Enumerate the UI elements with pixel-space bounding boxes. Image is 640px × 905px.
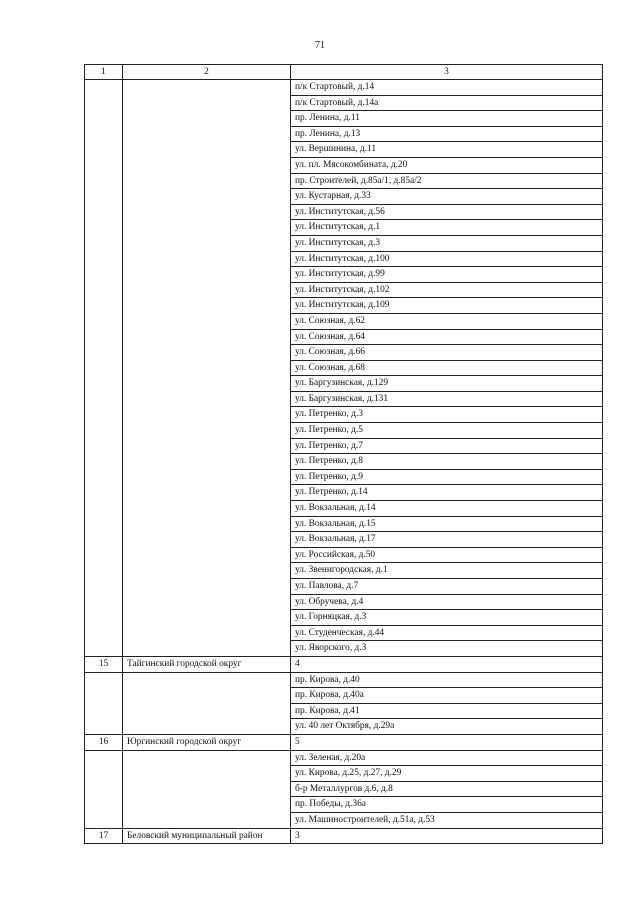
address-cell: пр. Кирова, д.41 — [291, 703, 603, 719]
address-cell: п/к Стартовый, д.14а — [291, 95, 603, 111]
address-cell: ул. Зеленая, д.20а — [291, 750, 603, 766]
row-number-cell: 16 — [85, 734, 123, 750]
row-number-cell — [85, 80, 123, 657]
address-cell: п/к Стартовый, д.14 — [291, 80, 603, 96]
address-cell: ул. Кирова, д.25, д.27, д.29 — [291, 766, 603, 782]
header-row — [85, 65, 603, 80]
address-table — [84, 64, 603, 844]
address-cell: ул. Кустарная, д.33 — [291, 189, 603, 205]
address-cell: ул. Петренко, д.3 — [291, 407, 603, 423]
row-number-cell: 17 — [85, 828, 123, 844]
address-cell: ул. Яворского, д.3 — [291, 641, 603, 657]
address-cell: ул. Вершинина, д.11 — [291, 142, 603, 158]
municipality-name-cell: Тайгинский городской округ — [123, 656, 291, 672]
row-number-cell: 15 — [85, 656, 123, 672]
address-cell: ул. Союзная, д.64 — [291, 329, 603, 345]
address-cell: ул. Институтская, д.99 — [291, 267, 603, 283]
address-cell: ул. Обручева, д.4 — [291, 594, 603, 610]
address-cell: ул. Институтская, д.56 — [291, 204, 603, 220]
table-row — [85, 750, 603, 766]
row-number-cell — [85, 750, 123, 828]
group-header-row — [85, 828, 603, 844]
address-cell: ул. Горняцкая, д.3 — [291, 610, 603, 626]
address-count-cell: 5 — [291, 734, 603, 750]
address-cell: пр. Кирова, д.40 — [291, 672, 603, 688]
address-count-cell: 3 — [291, 828, 603, 844]
address-cell: ул. пл. Мясокомбината, д.20 — [291, 157, 603, 173]
address-cell: ул. Вокзальная, д.15 — [291, 516, 603, 532]
municipality-name-cell: Беловский муниципальный район — [123, 828, 291, 844]
address-cell: ул. Вокзальная, д.17 — [291, 532, 603, 548]
address-cell: ул. Студенческая, д.44 — [291, 625, 603, 641]
row-number-cell — [85, 672, 123, 734]
address-cell: ул. Вокзальная, д.14 — [291, 501, 603, 517]
address-cell: ул. 40 лет Октября, д.29а — [291, 719, 603, 735]
municipality-cell — [123, 750, 291, 828]
address-cell: ул. Институтская, д.100 — [291, 251, 603, 267]
address-cell: ул. Российская, д.50 — [291, 547, 603, 563]
address-cell: ул. Павлова, д.7 — [291, 579, 603, 595]
header-col-3: 3 — [291, 65, 603, 80]
municipality-name-cell: Юргинский городской округ — [123, 734, 291, 750]
municipality-cell — [123, 80, 291, 657]
address-cell: ул. Институтская, д.1 — [291, 220, 603, 236]
group-header-row — [85, 656, 603, 672]
address-cell: пр. Кирова, д.40а — [291, 688, 603, 704]
header-col-1: 1 — [85, 65, 123, 80]
table-row — [85, 80, 603, 96]
address-cell: ул. Машиностроителей, д.51а, д.53 — [291, 812, 603, 828]
address-cell: пр. Строителей, д.85а/1, д.85а/2 — [291, 173, 603, 189]
address-cell: ул. Баргузинская, д.131 — [291, 391, 603, 407]
address-cell: пр. Ленина, д.11 — [291, 111, 603, 127]
table-body — [85, 80, 603, 844]
page-number: 71 — [315, 40, 325, 51]
group-header-row — [85, 734, 603, 750]
address-cell: ул. Институтская, д.3 — [291, 235, 603, 251]
address-cell: ул. Союзная, д.66 — [291, 345, 603, 361]
address-cell: ул. Баргузинская, д.129 — [291, 376, 603, 392]
municipality-cell — [123, 672, 291, 734]
address-cell: ул. Союзная, д.68 — [291, 360, 603, 376]
address-count-cell: 4 — [291, 656, 603, 672]
address-cell: пр. Победы, д.36а — [291, 797, 603, 813]
address-cell: ул. Петренко, д.7 — [291, 438, 603, 454]
address-cell: пр. Ленина, д.13 — [291, 126, 603, 142]
table-row — [85, 672, 603, 688]
address-cell: ул. Институтская, д.109 — [291, 298, 603, 314]
address-cell: ул. Петренко, д.9 — [291, 469, 603, 485]
address-cell: ул. Союзная, д.62 — [291, 313, 603, 329]
address-cell: ул. Петренко, д.5 — [291, 423, 603, 439]
address-cell: ул. Петренко, д.8 — [291, 454, 603, 470]
address-cell: ул. Петренко, д.14 — [291, 485, 603, 501]
address-cell: ул. Звенигородская, д.1 — [291, 563, 603, 579]
address-cell: ул. Институтская, д.102 — [291, 282, 603, 298]
address-cell: б-р Металлургов д.6, д.8 — [291, 781, 603, 797]
header-col-2: 2 — [123, 65, 291, 80]
